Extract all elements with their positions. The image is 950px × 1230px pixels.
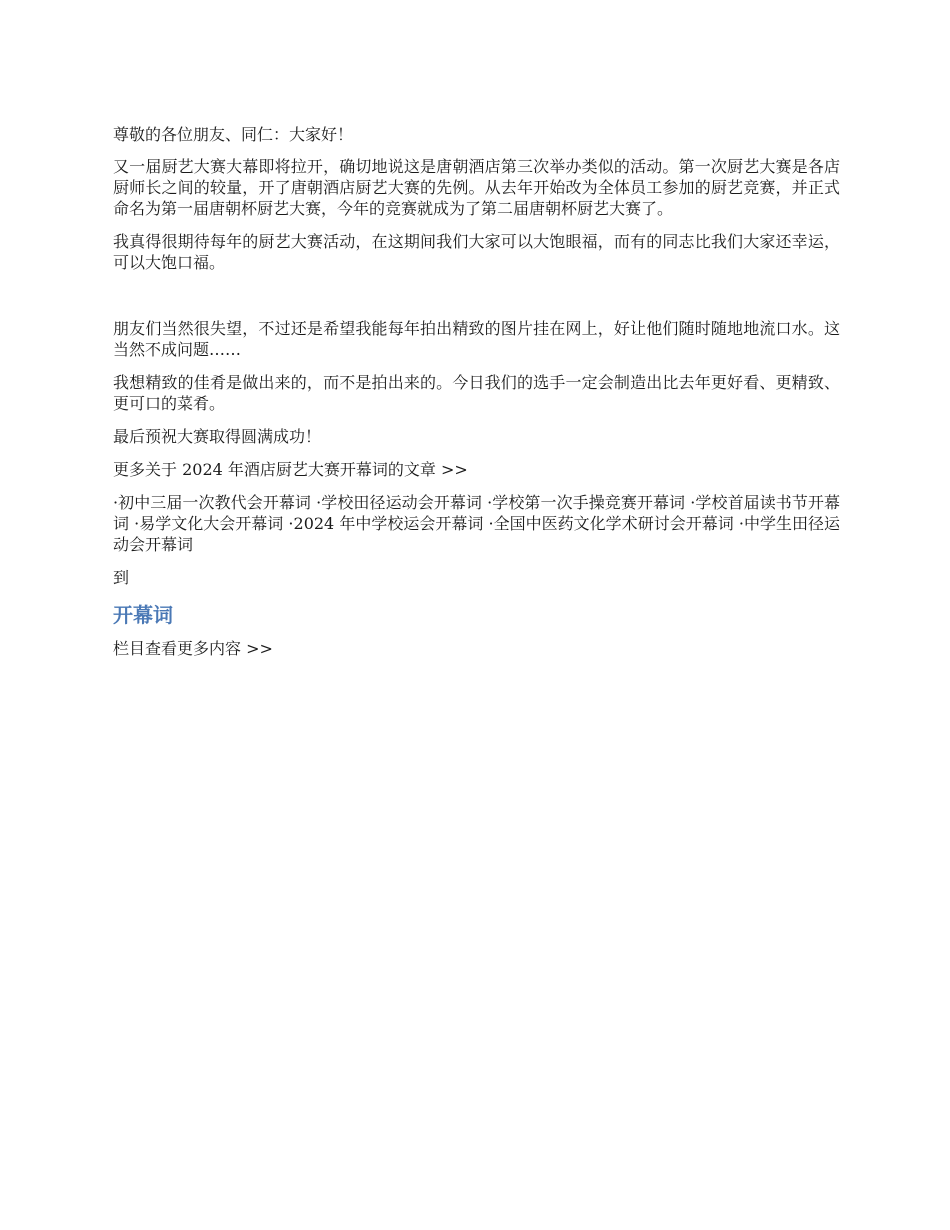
view-more-text: 栏目查看更多内容 >> [113,639,273,658]
article-paragraph: 最后预祝大赛取得圆满成功！ [113,427,322,446]
article-paragraph: 我真得很期待每年的厨艺大赛活动，在这期间我们大家可以大饱眼福，而有的同志比我们大家还幸运，可以大饱口福。 [113,232,840,272]
related-link[interactable]: ·中学生田径运动会开幕词 [113,514,840,554]
related-link[interactable]: ·学校首届读书节开幕词 [113,493,840,533]
article-page [113,124,840,671]
article-paragraph: 又一届厨艺大赛大幕即将拉开，确切地说这是唐朝酒店第三次举办类似的活动。第一次厨艺大赛是各店厨师长之间的较量，开了唐朝酒店厨艺大赛的先例。从去年开始改为全体员工参加的厨艺竞赛，并正式命名为第一届唐朝杯厨艺大赛，今年的竞赛就成为了第二届唐朝杯厨艺大赛了。 [113,157,840,218]
article-paragraph: 朋友们当然很失望，不过还是希望我能每年拍出精致的图片挂在网上，好让他们随时随地地流口水。这当然不成问题…… [113,319,840,359]
related-link[interactable]: ·全国中医药文化学术研讨会开幕词 [488,514,734,533]
related-link[interactable]: ·学校田径运动会开幕词 [316,493,482,512]
related-link[interactable]: ·学校第一次手操竞赛开幕词 [487,493,686,512]
related-link[interactable]: ·易学文化大会开幕词 [134,514,284,533]
to-text: 到 [113,568,130,587]
category-heading-link[interactable]: 开幕词 [113,603,173,627]
related-link[interactable]: ·初中三届一次教代会开幕词 [113,493,311,512]
related-links-list [113,492,840,555]
article-paragraph: 我想精致的佳肴是做出来的，而不是拍出来的。今日我们的选手一定会制造出比去年更好看、更精致、更可口的菜肴。 [113,373,840,413]
more-articles-link[interactable]: 更多关于 2024 年酒店厨艺大赛开幕词的文章 >> [113,460,468,479]
greeting-text: 尊敬的各位朋友、同仁：大家好！ [113,125,354,144]
related-link[interactable]: ·2024 年中学校运会开幕词 [288,514,484,533]
